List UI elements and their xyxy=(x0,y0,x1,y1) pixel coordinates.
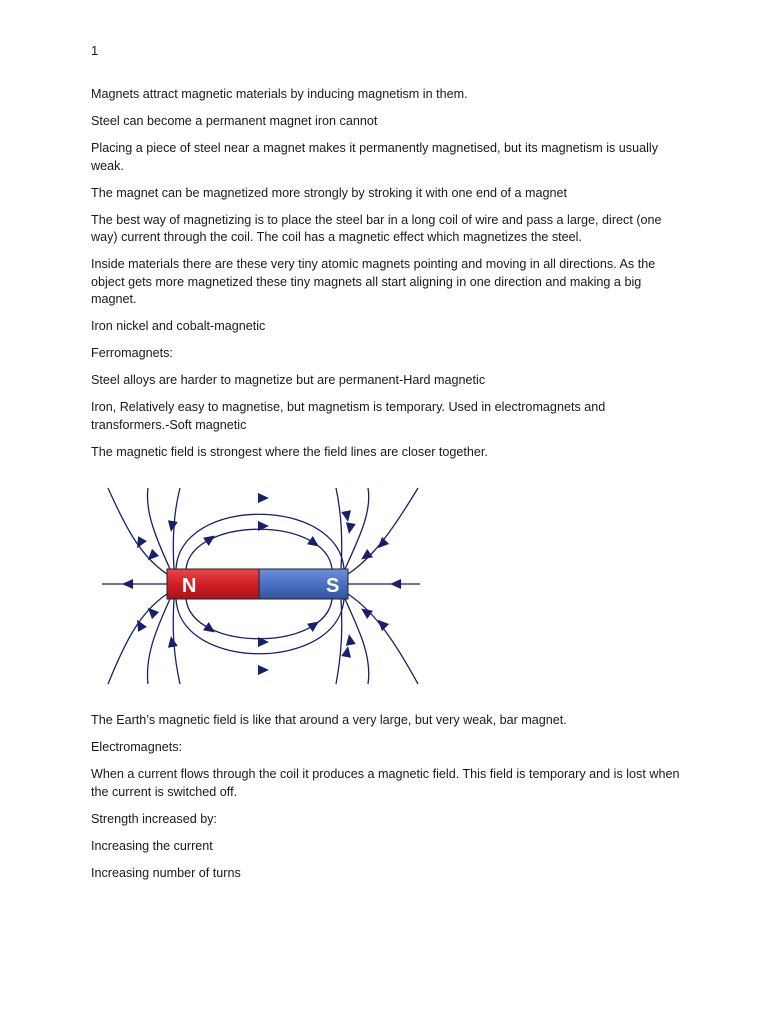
paragraph: Magnets attract magnetic materials by inducing magnetism in them. xyxy=(91,87,468,101)
paragraph: Placing a piece of steel near a magnet makes it permanently magnetised, but its magnetism is usually weak. xyxy=(91,141,659,173)
field-arrowhead xyxy=(122,579,133,589)
field-arrowhead xyxy=(344,522,356,535)
field-arrowhead xyxy=(358,549,373,564)
list-item: Increasing the current xyxy=(91,838,213,853)
field-arrowhead xyxy=(341,510,353,523)
bar-magnet xyxy=(167,569,348,599)
body-text-top xyxy=(91,86,681,471)
field-line xyxy=(108,594,167,684)
field-arrowhead xyxy=(358,604,373,619)
section-heading-ferromagnets: Ferromagnets: xyxy=(91,346,173,360)
field-line xyxy=(186,599,332,639)
field-arrowhead xyxy=(166,520,178,533)
field-arrowhead xyxy=(390,579,401,589)
field-arrowhead xyxy=(258,493,269,503)
paragraph: The Earth’s magnetic field is like that around a very large, but very weak, bar magnet. xyxy=(91,713,567,727)
paragraph: Inside materials there are these very tiny atomic magnets pointing and moving in all directions. As the object gets more magnetized these tiny magnets all start aligning in one direction and making a big magnet. xyxy=(91,257,656,306)
paragraph: Iron, Relatively easy to magnetise, but magnetism is temporary. Used in electromagnets and transformers.-Soft magnetic xyxy=(91,400,606,432)
field-arrowhead xyxy=(374,616,389,631)
list-item: Increasing number of turns xyxy=(91,865,241,880)
field-line xyxy=(348,488,418,574)
page-number: 1 xyxy=(91,43,99,58)
field-arrowhead xyxy=(307,536,322,551)
bar-magnet-field-figure xyxy=(100,486,426,688)
paragraph: The magnet can be magnetized more strongly by stroking it with one end of a magnet xyxy=(91,185,568,200)
field-arrowhead xyxy=(133,617,147,632)
section-heading-electromagnets: Electromagnets: xyxy=(91,740,182,754)
field-arrowhead xyxy=(307,617,322,632)
paragraph: Strength increased by: xyxy=(91,811,218,826)
paragraph: Iron nickel and cobalt-magnetic xyxy=(91,319,266,333)
paragraph: The magnetic field is strongest where the field lines are closer together. xyxy=(91,444,488,459)
magnetic-field-diagram xyxy=(100,486,426,688)
north-label: N xyxy=(182,575,197,597)
field-arrowhead xyxy=(166,635,178,648)
field-arrowhead xyxy=(341,645,353,658)
field-line xyxy=(173,488,180,569)
field-line xyxy=(108,488,167,574)
body-text-bottom xyxy=(91,712,681,892)
field-arrowhead xyxy=(374,537,389,552)
field-arrowhead xyxy=(203,622,218,637)
field-line xyxy=(348,594,418,684)
paragraph: The best way of magnetizing is to place the steel bar in a long coil of wire and pass a large, direct (one way) current through the coil. The coil has a magnetic effect which magnetizes the steel. xyxy=(91,212,662,244)
south-label: S xyxy=(326,575,340,597)
paragraph: Steel alloys are harder to magnetize but are permanent-Hard magnetic xyxy=(91,373,486,387)
field-arrowhead xyxy=(258,665,269,675)
north-pole xyxy=(167,569,259,599)
field-arrowhead xyxy=(344,633,356,646)
paragraph: Steel can become a permanent magnet iron cannot xyxy=(91,114,378,128)
field-arrowhead xyxy=(203,531,218,546)
field-line xyxy=(186,529,332,569)
paragraph: When a current flows through the coil it produces a magnetic field. This field is temporary and is lost when the current is switched off. xyxy=(91,767,680,799)
field-arrowhead xyxy=(133,536,147,551)
